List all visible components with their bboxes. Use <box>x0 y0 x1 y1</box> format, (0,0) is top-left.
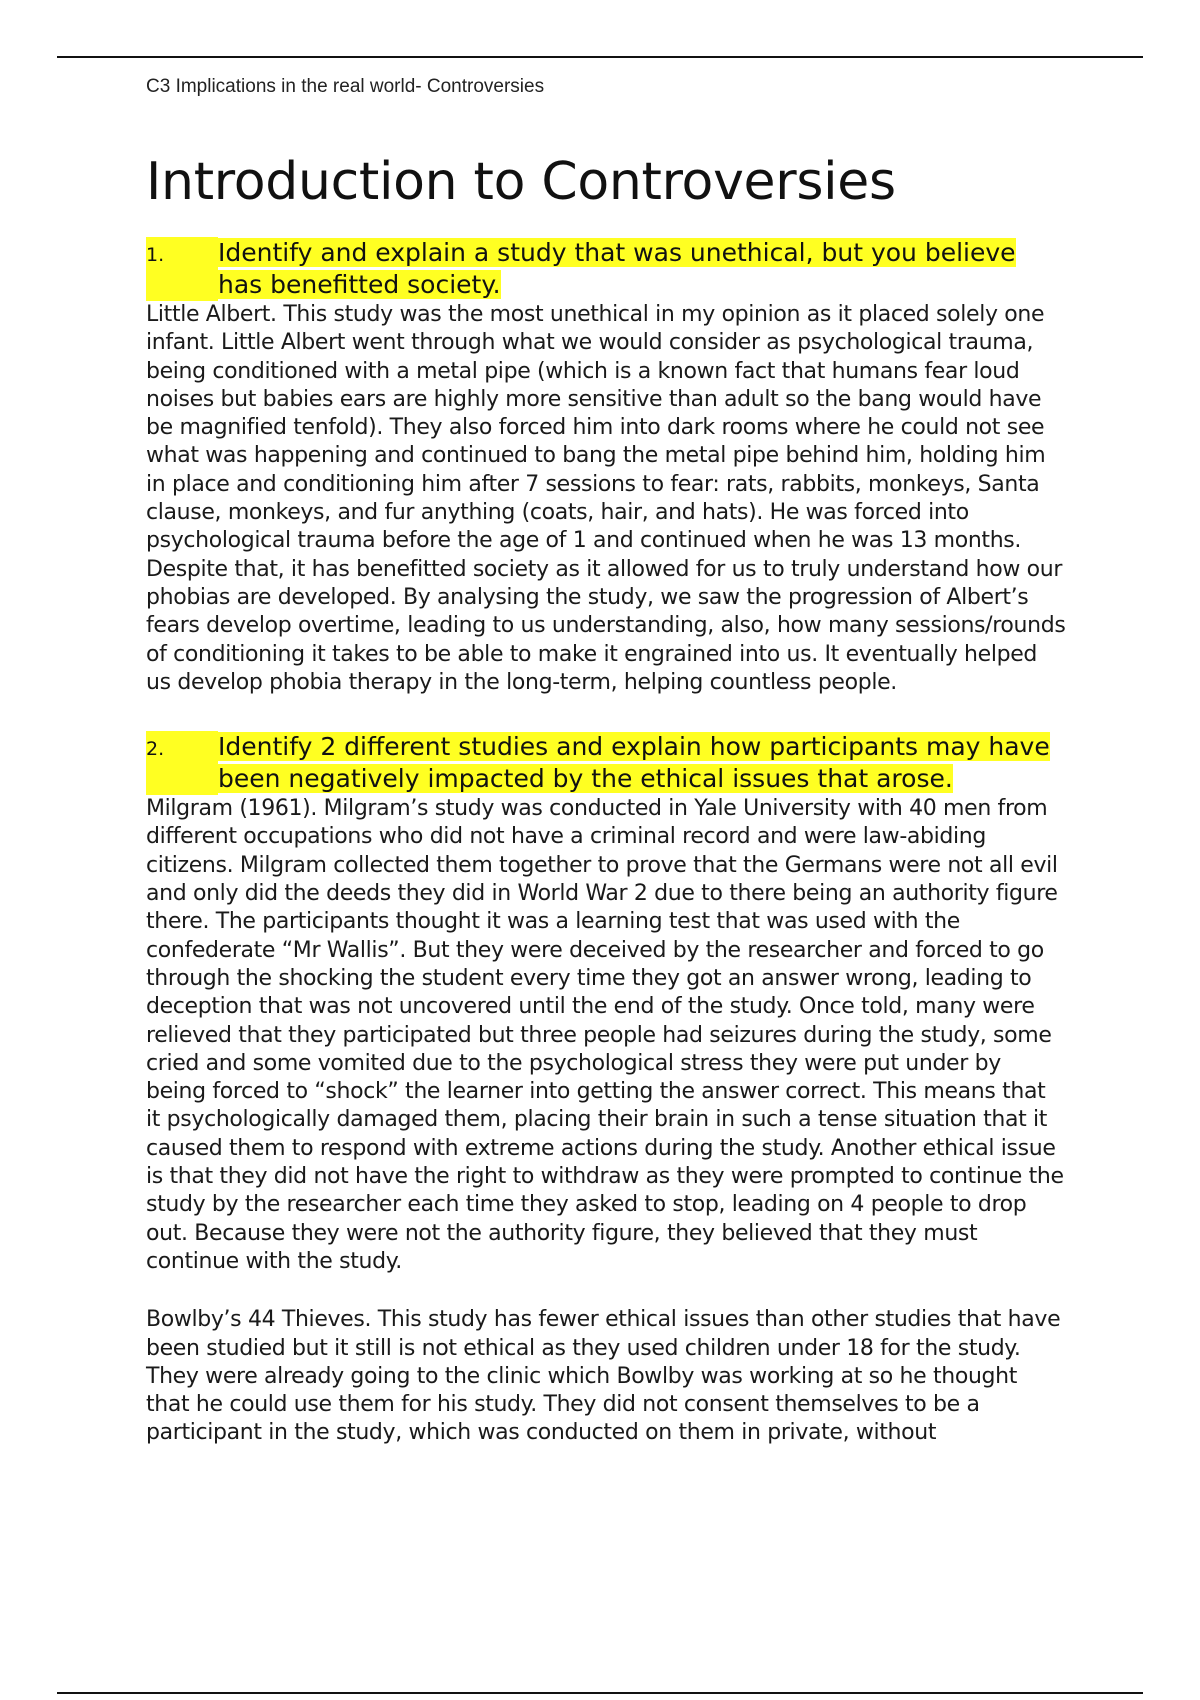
spacer <box>146 1276 1066 1306</box>
question-1 <box>146 237 1066 301</box>
page-body <box>146 72 1066 1448</box>
footer-rule <box>57 1692 1143 1694</box>
question-2-number: 2. <box>146 731 218 795</box>
answer-1-paragraph: Little Albert. This study was the most unethical in my opinion as it placed solely one infant. Little Albert went through what we would consider as psychological trauma, being conditioned with a metal pipe (which is a known fact that humans fear loud noises but babies ears are highly more sensitive than adult so the bang would have be magnified tenfold). They also forced him into dark rooms where he could not see what was happening and continued to bang the metal pipe behind him, holding him in place and conditioning him after 7 sessions to fear: rats, rabbits, monkeys, Santa clause, monkeys, and fur anything (coats, hair, and hats). He was forced into psychological trauma before the age of 1 and continued when he was 13 months. Despite that, it has benefitted society as it allowed for us to truly understand how our phobias are developed. By analysing the study, we saw the progression of Albert’s fears develop overtime, leading to us understanding, also, how many sessions/rounds of conditioning it takes to be able to make it engrained into us. It eventually helped us develop phobia therapy in the long-term, helping countless people. <box>146 302 1066 695</box>
running-header: C3 Implications in the real world- Controversies <box>146 76 545 97</box>
answer-2-paragraph-bowlby: Bowlby’s 44 Thieves. This study has fewer ethical issues than other studies that have been studied but it still is not ethical as they used children under 18 for the study. They were already going to the clinic which Bowlby was working at so he thought that he could use them for his study. They did not consent themselves to be a participant in the study, which was conducted on them in private, without <box>146 1307 1061 1446</box>
question-1-prompt: Identify and explain a study that was unethical, but you believe has benefitted society. <box>218 238 1016 299</box>
question-2-prompt: Identify 2 different studies and explain how participants may have been negatively impacted by the ethical issues that arose. <box>218 732 1050 794</box>
answer-2-paragraph-milgram: Milgram (1961). Milgram’s study was conducted in Yale University with 40 men from different occupations who did not have a criminal record and were law-abiding citizens. Milgram collected them together to prove that the Germans were not all evil and only did the deeds they did in World War 2 due to there being an authority figure there. The participants thought it was a learning test that was used with the confederate “Mr Wallis”. But they were deceived by the researcher and forced to go through the shocking the student every time they got an answer wrong, leading to deception that was not uncovered until the end of the study. Once told, many were relieved that they participated but three people had seizures during the study, some cried and some vomited due to the psychological stress they were put under by being forced to “shock” the learner into getting the answer correct. This means that it psychologically damaged them, placing their brain in such a tense situation that it caused them to respond with extreme actions during the study. Another ethical issue is that they did not have the right to withdraw as they were prompted to continue the study by the researcher each time they asked to stop, leading on 4 people to drop out. Because they were not the authority figure, they believed that they must continue with the study. <box>146 796 1064 1274</box>
question-1-number: 1. <box>146 237 218 301</box>
spacer <box>146 697 1066 731</box>
header-rule <box>57 56 1143 58</box>
question-2 <box>146 731 1066 795</box>
page-title: Introduction to Controversies <box>146 152 896 212</box>
